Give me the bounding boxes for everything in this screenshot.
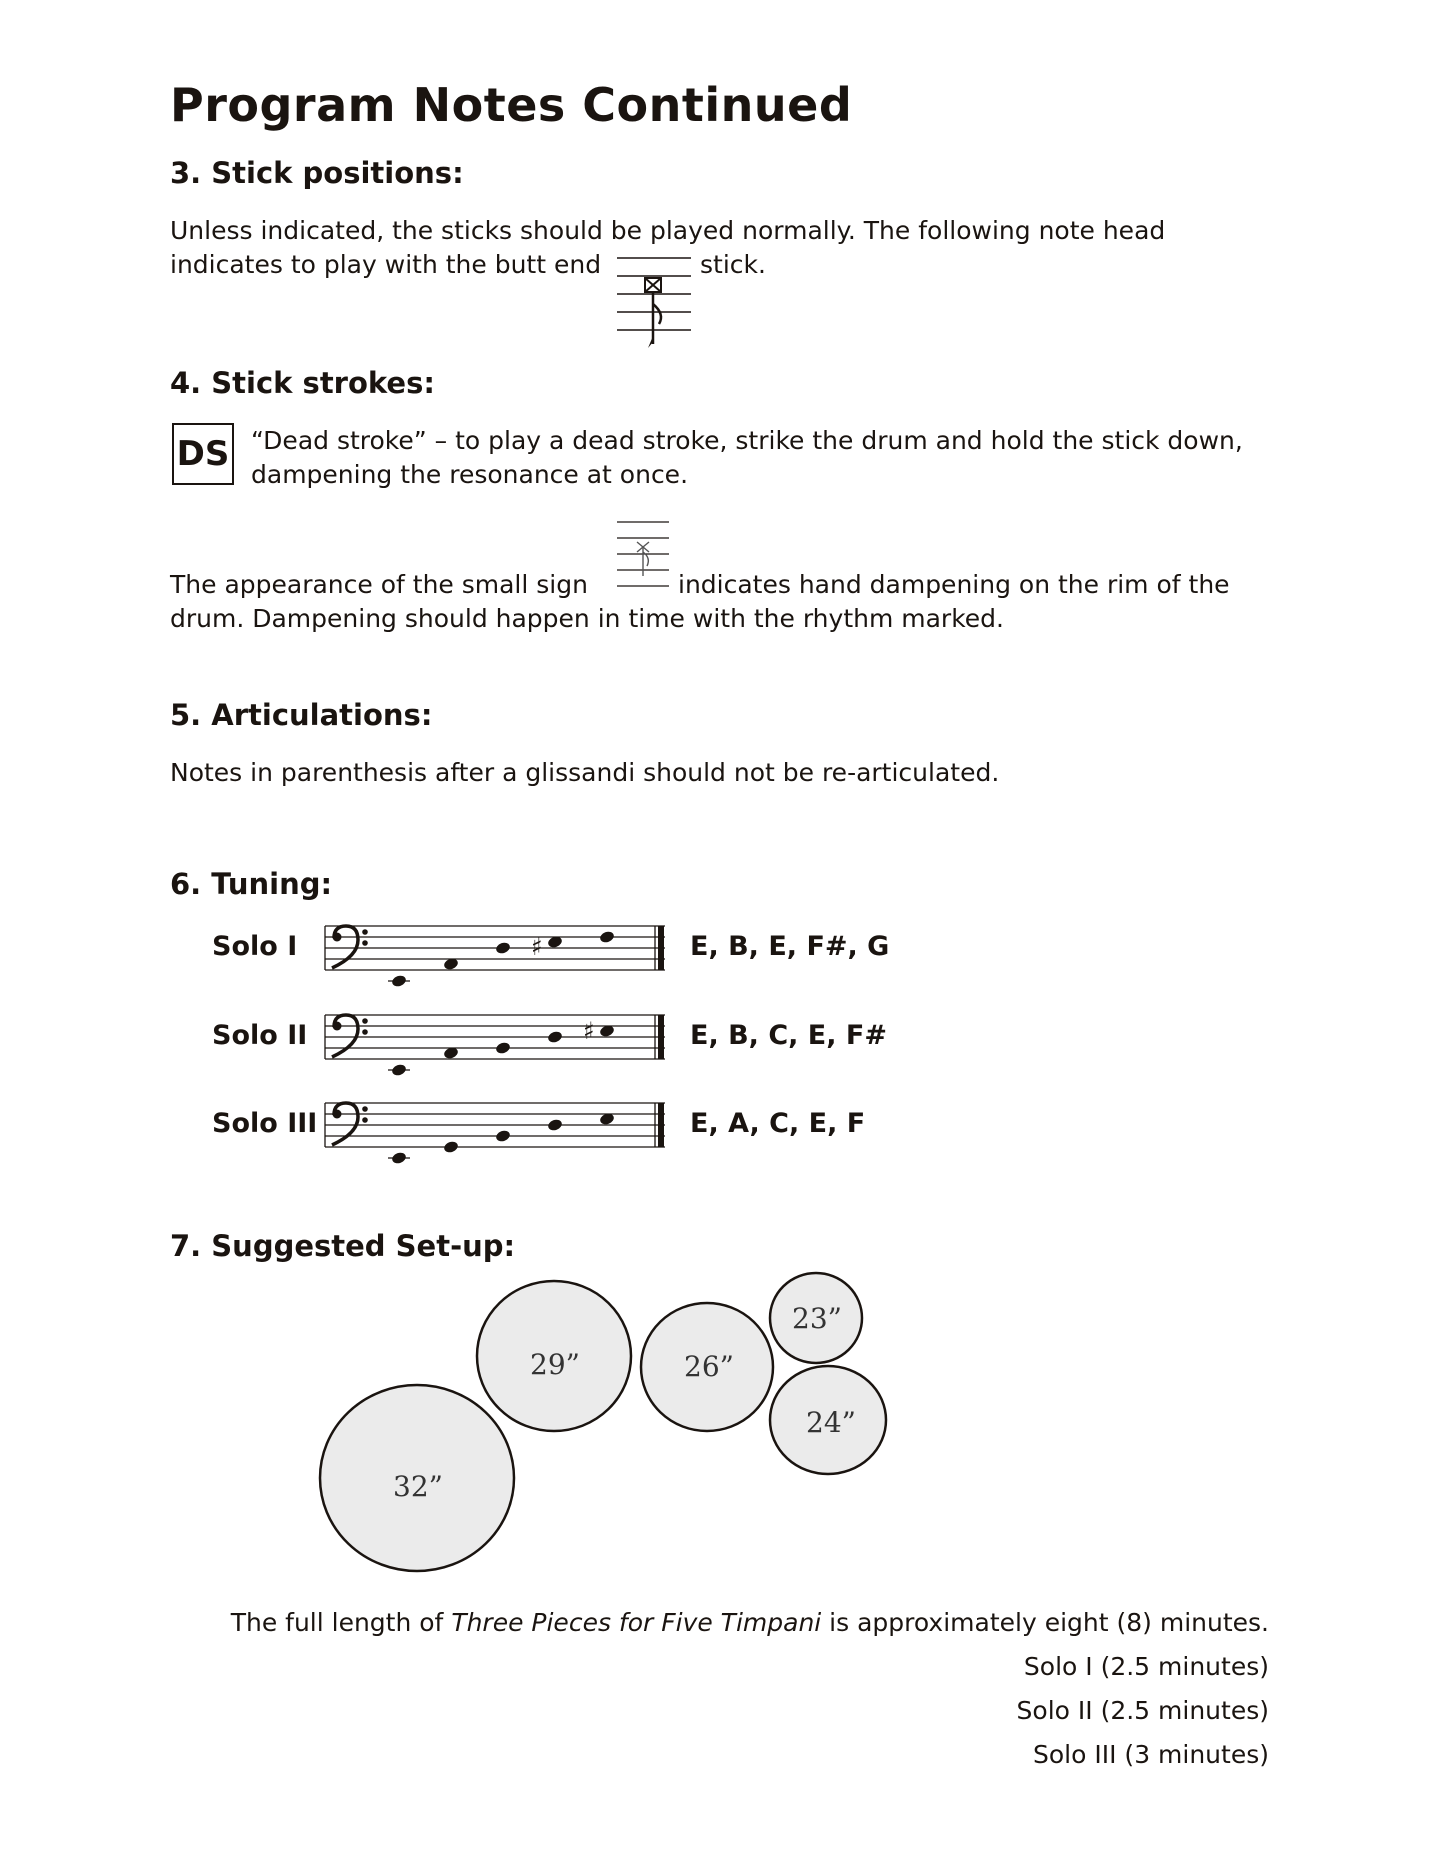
solo-3-label: Solo III [212, 1108, 318, 1139]
length-after: is approximately eight (8) minutes. [821, 1608, 1269, 1637]
section-heading-tuning: 6. Tuning: [170, 867, 333, 901]
solo-1-notes: E, B, E, F#, G [690, 931, 890, 962]
dead-stroke-symbol: DS [172, 423, 234, 485]
section-heading-articulations: 5. Articulations: [170, 698, 433, 732]
duration-solo-1: Solo I (2.5 minutes) [1023, 1652, 1269, 1681]
piece-title: Three Pieces for Five Timpani [451, 1608, 822, 1637]
dampening-line2: drum. Dampening should happen in time with the rhythm marked. [170, 604, 1004, 633]
articulations-text: Notes in parenthesis after a glissandi should not be re-articulated. [170, 758, 1000, 787]
solo-1-label: Solo I [212, 931, 298, 962]
duration-solo-3: Solo III (3 minutes) [1033, 1740, 1269, 1769]
stick-positions-line2-end: stick. [700, 250, 766, 279]
dead-stroke-line2: dampening the resonance at once. [251, 460, 689, 489]
drum-23-label: 23” [792, 1302, 842, 1335]
solo-2-notes: E, B, C, E, F# [690, 1020, 887, 1051]
solo-3-notes: E, A, C, E, F [690, 1108, 866, 1139]
section-heading-setup: 7. Suggested Set-up: [170, 1229, 516, 1263]
svg-text:♯: ♯ [531, 933, 543, 961]
svg-text:♯: ♯ [583, 1017, 595, 1045]
solo-2-label: Solo II [212, 1020, 308, 1051]
duration-solo-2: Solo II (2.5 minutes) [1016, 1696, 1269, 1725]
drum-26-label: 26” [684, 1350, 734, 1383]
dampening-line1-end: indicates hand dampening on the rim of the [678, 570, 1230, 599]
drum-32-label: 32” [393, 1470, 443, 1503]
length-before: The full length of [230, 1608, 452, 1637]
section-heading-stick-strokes: 4. Stick strokes: [170, 366, 435, 400]
stick-positions-line1: Unless indicated, the sticks should be played normally. The following note head [170, 216, 1166, 245]
drum-29-label: 29” [530, 1348, 580, 1381]
drum-24-label: 24” [806, 1406, 856, 1439]
dead-stroke-line1: “Dead stroke” – to play a dead stroke, strike the drum and hold the stick down, [251, 426, 1243, 455]
length-statement [231, 1606, 1269, 1640]
page-title: Program Notes Continued [170, 78, 853, 132]
section-heading-stick-positions: 3. Stick positions: [170, 156, 464, 190]
dampening-line1-start: The appearance of the small sign [170, 570, 588, 599]
stick-positions-line2-start: indicates to play with the butt end [170, 250, 602, 279]
